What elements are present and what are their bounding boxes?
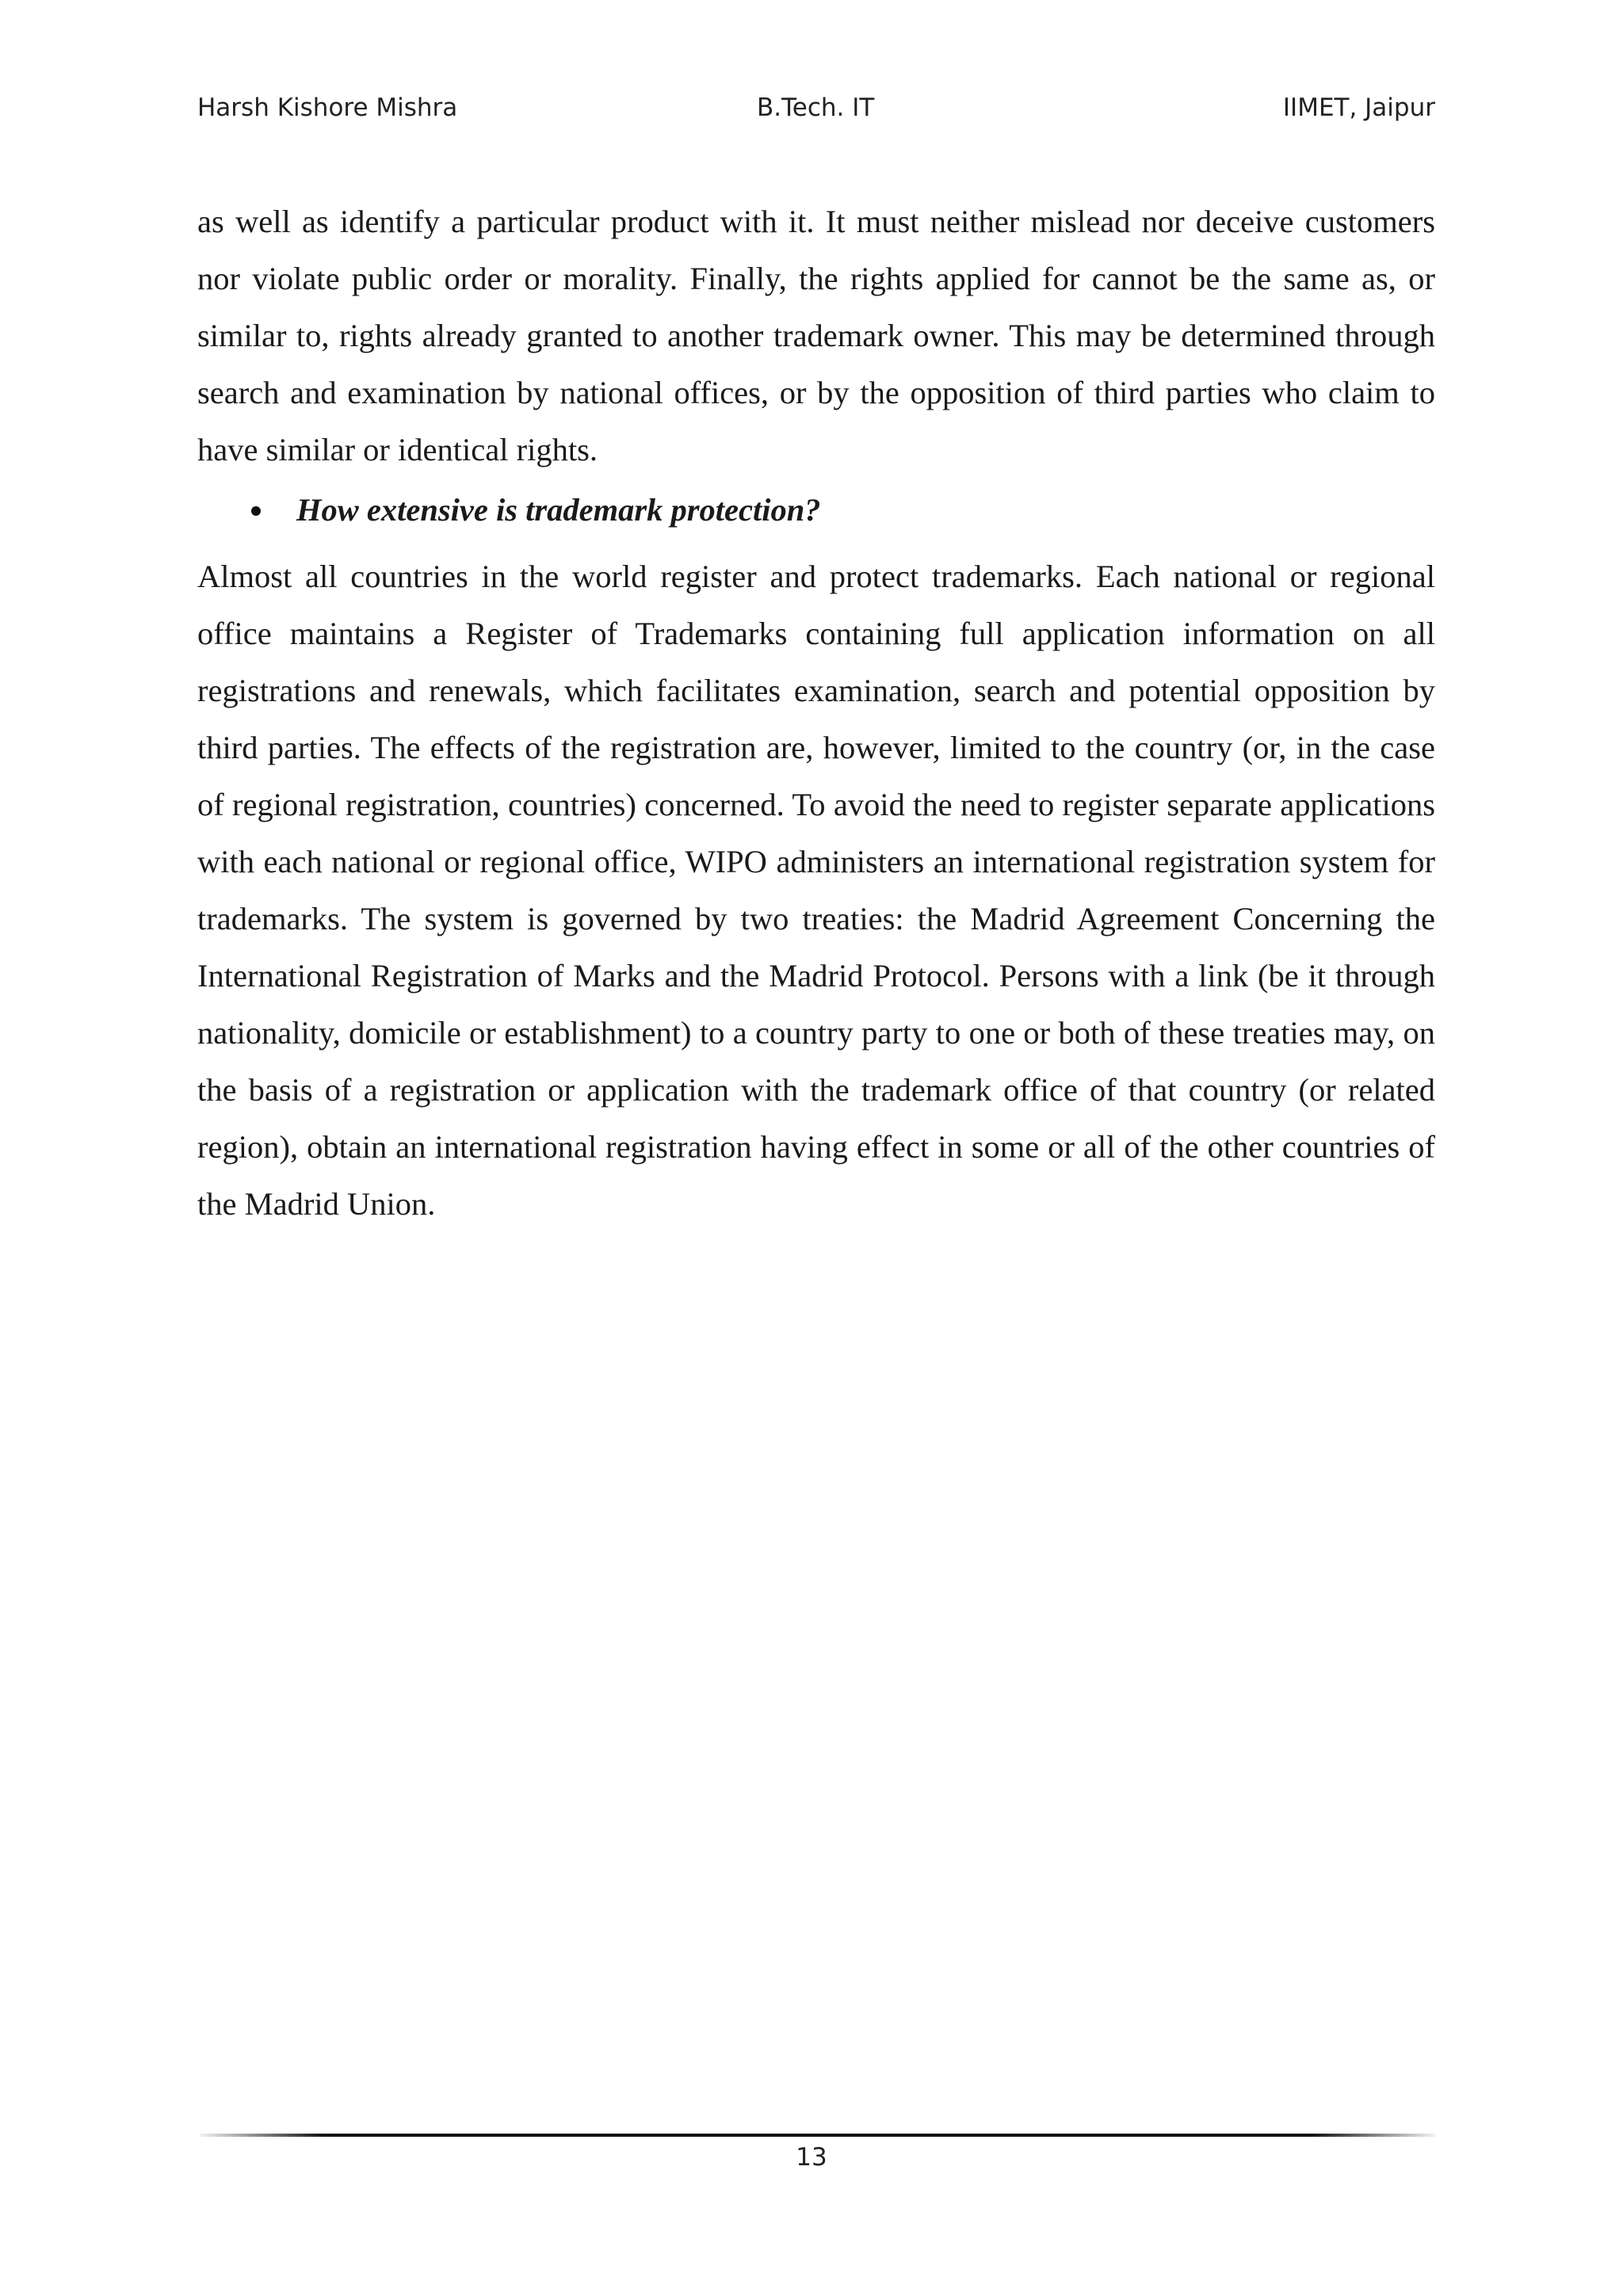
bullet-heading: How extensive is trademark protection? <box>296 492 821 528</box>
paragraph-continuation: as well as identify a particular product with it. It must neither mislead nor deceive customers nor violate public order or morality. Finally, the rights applied for cannot be the same as, or similar to, rights already granted to another trademark owner. This may be determined through search and examination by national offices, or by the opposition of third parties who claim to have similar or identical rights. <box>197 204 1435 467</box>
bullet-icon <box>251 506 261 516</box>
page-number: 13 <box>796 2143 827 2172</box>
page-body <box>197 193 1435 1233</box>
footer-divider <box>200 2134 1436 2137</box>
page-header <box>197 93 1435 141</box>
header-course: B.Tech. IT <box>757 93 875 122</box>
bullet-item <box>197 482 1435 539</box>
paragraph-trademark-protection: Almost all countries in the world register and protect trademarks. Each national or regional office maintains a Register of Trademarks containing full application information on all registrations and renewals, which facilitates examination, search and potential opposition by third parties. The effects of the registration are, however, limited to the country (or, in the case of regional registration, countries) concerned. To avoid the need to register separate applications with each national or regional office, WIPO administers an international registration system for trademarks. The system is governed by two treaties: the Madrid Agreement Concerning the International Registration of Marks and the Madrid Protocol. Persons with a link (be it through nationality, domicile or establishment) to a country party to one or both of these treaties may, on the basis of a registration or application with the trademark office of that country (or related region), obtain an international registration having effect in some or all of the other countries of the Madrid Union. <box>197 559 1435 1222</box>
header-institute: IIMET, Jaipur <box>1282 93 1435 122</box>
header-author: Harsh Kishore Mishra <box>197 93 458 122</box>
